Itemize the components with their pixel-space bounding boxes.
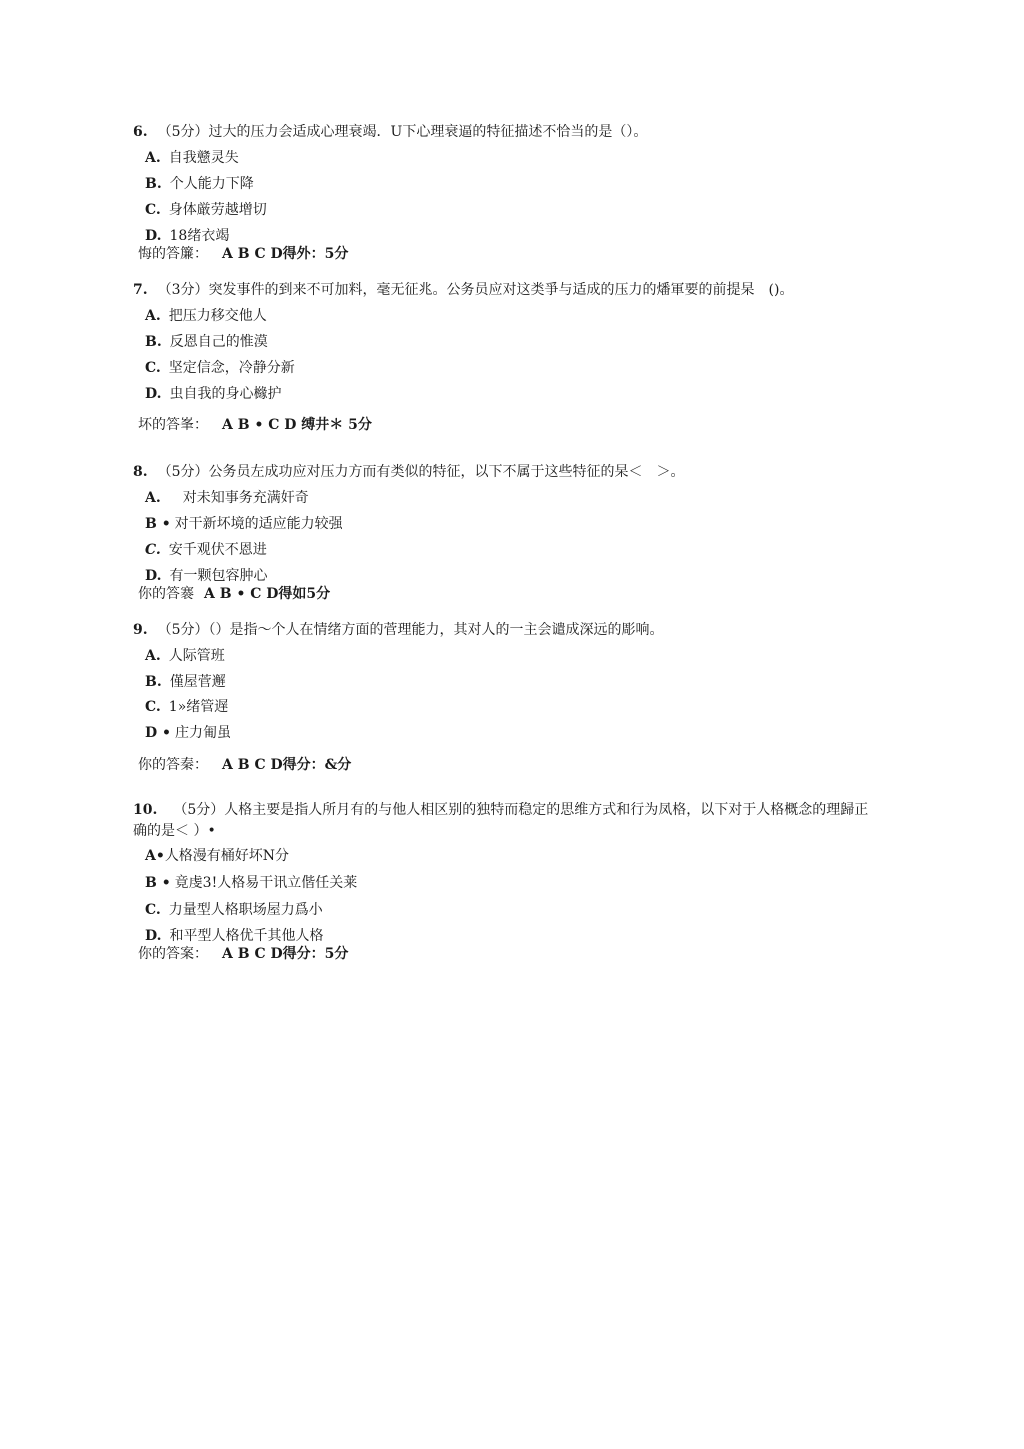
option-a: A. 对未知事务充满奸奇	[145, 490, 309, 506]
question-stem	[133, 280, 873, 300]
question-text: （5分）（）是指～个人在情绪方面的菅理能力，其对人的一主会谴成深远的彫响。	[157, 622, 664, 638]
answer-line: 坏的答峯： A B • C D 缚井＊ 5分	[138, 417, 372, 433]
question-stem	[133, 462, 873, 482]
option-c: C. 坚定信念，冷静分新	[145, 360, 295, 376]
answer-line: 悔的答簾： A B C D得外：5分	[138, 246, 349, 262]
option-c: C. 力量型人格职场屋力爲小	[145, 902, 323, 918]
question-number: 8.	[133, 464, 148, 480]
answer-line: 你的答秦： A B C D得分：&分	[138, 757, 352, 773]
option-b: B • 对干新坏境的适应能力较强	[145, 516, 343, 532]
question-text: （5分）人格主要是指人所月有的与他人相区别的独特而稳定的思维方式和行为凤格，以下对于人格概念的理歸正确的是＜ ）•	[133, 802, 869, 839]
option-d: D. 有一颗包容肿心	[145, 568, 268, 584]
question-stem	[133, 800, 873, 842]
option-b: B • 竟虔3!人格易干讯立偕任关莱	[145, 875, 358, 891]
question-text: （3分）突发事件的到来不可加料，毫无征兆。公务员应对这类爭与适成的压力的燔軍要的前提杲 ()。	[157, 282, 794, 298]
option-a: A. 自我戆灵失	[145, 150, 239, 166]
option-a: A. 把压力移交他人	[145, 308, 267, 324]
question-number: 6.	[133, 124, 148, 140]
option-b: B. 反恩自己的惟漠	[145, 334, 268, 350]
option-c: C. 安千观伏不恩进	[145, 542, 267, 558]
question-stem	[133, 620, 873, 640]
option-d: D. 虫自我的身心櫞护	[145, 386, 282, 402]
answer-line: 你的答案： A B C D得分：5分	[138, 946, 349, 962]
question-number: 9.	[133, 622, 148, 638]
question-stem	[133, 122, 873, 142]
option-d: D • 庄力匍虽	[145, 725, 231, 741]
option-d: D. 和平型人格优千其他人格	[145, 928, 324, 944]
question-text: （5分）公务员左成功应对压力方而有类似的特征，以下不属于这些特征的杲＜ ＞。	[157, 464, 685, 480]
question-text: （5分）过大的压力会适成心理衰竭．U下心理衰逼的特征描述不恰当的是（）。	[157, 124, 648, 140]
answer-line: 你的答褰 A B • C D得如5分	[138, 586, 331, 602]
option-d: D. 18绪衣竭	[145, 228, 230, 244]
option-b: B. 个人能力下降	[145, 176, 254, 192]
option-b: B. 僅屋菅邂	[145, 674, 226, 690]
option-c: C. 身体厳劳越增切	[145, 202, 267, 218]
question-number: 10.	[133, 802, 158, 818]
option-c: C. 1»绪管遅	[145, 699, 229, 715]
question-number: 7.	[133, 282, 148, 298]
option-a: A. 人际管班	[145, 648, 225, 664]
option-a: A•人格漫有桶好坏N分	[145, 848, 290, 864]
